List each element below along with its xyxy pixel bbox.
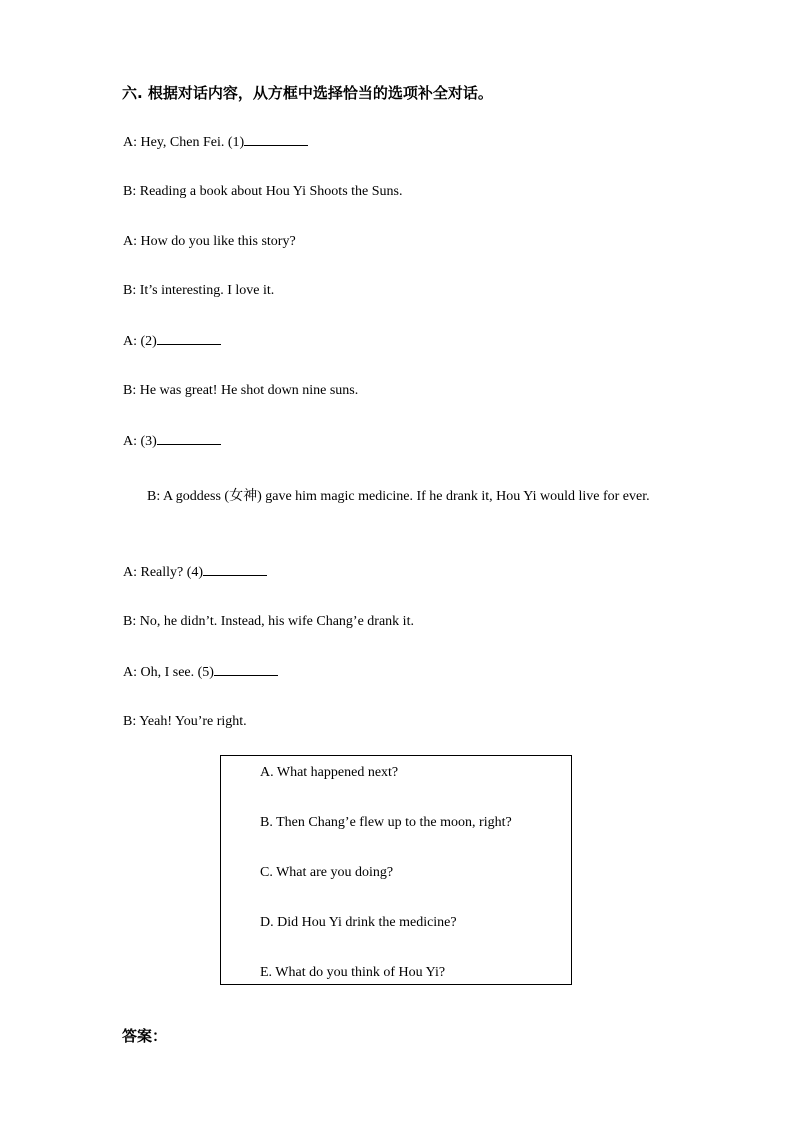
dialogue-line-12: [123, 713, 247, 731]
options-box: [220, 755, 572, 985]
dialogue-line-4: [123, 282, 274, 300]
option-e: E. What do you think of Hou Yi?: [260, 965, 446, 980]
option-b: B. Then Chang’e flew up to the moon, right?: [260, 815, 512, 830]
dialogue-line-10: [123, 613, 414, 631]
dialogue-text: A: Hey, Chen Fei. (1): [123, 135, 245, 150]
option-d: D. Did Hou Yi drink the medicine?: [260, 915, 457, 930]
dialogue-line-7: [123, 432, 221, 451]
dialogue-text: B: It’s interesting. I love it.: [123, 283, 275, 298]
dialogue-text: B: Yeah! You’re right.: [123, 714, 247, 729]
dialogue-line-9: [123, 563, 267, 582]
dialogue-text: A: (3): [123, 434, 157, 449]
dialogue-line-5: [123, 332, 221, 351]
dialogue-line-6: [123, 382, 358, 400]
dialogue-text: A: (2): [123, 334, 157, 349]
dialogue-text: B: No, he didn’t. Instead, his wife Chang’e drank it.: [123, 614, 414, 629]
dialogue-text: A: Oh, I see. (5): [123, 665, 214, 680]
answer-blank-3[interactable]: [157, 432, 221, 445]
dialogue-line-8: B: A goddess (女神) gave him magic medicine. If he drank it, Hou Yi would live for ever.: [147, 489, 650, 504]
answer-blank-2[interactable]: [157, 332, 221, 345]
dialogue-line-3: [123, 233, 296, 251]
dialogue-text: A: Really? (4): [123, 565, 204, 580]
dialogue-line-2: [123, 183, 402, 201]
dialogue-text: A: How do you like this story?: [123, 234, 296, 249]
dialogue-text: B: Reading a book about Hou Yi Shoots the Suns.: [123, 184, 403, 199]
answer-label: 答案：: [122, 1027, 168, 1045]
answer-blank-1[interactable]: [244, 133, 308, 146]
dialogue-line-11: [123, 663, 278, 682]
section-heading: 六. 根据对话内容，从方框中选择恰当的选项补全对话。: [122, 84, 493, 102]
option-a: A. What happened next?: [260, 765, 399, 780]
dialogue-text: B: He was great! He shot down nine suns.: [123, 383, 359, 398]
answer-blank-4[interactable]: [203, 563, 267, 576]
dialogue-line-1: [123, 133, 308, 152]
option-c: C. What are you doing?: [260, 865, 394, 880]
answer-blank-5[interactable]: [214, 663, 278, 676]
